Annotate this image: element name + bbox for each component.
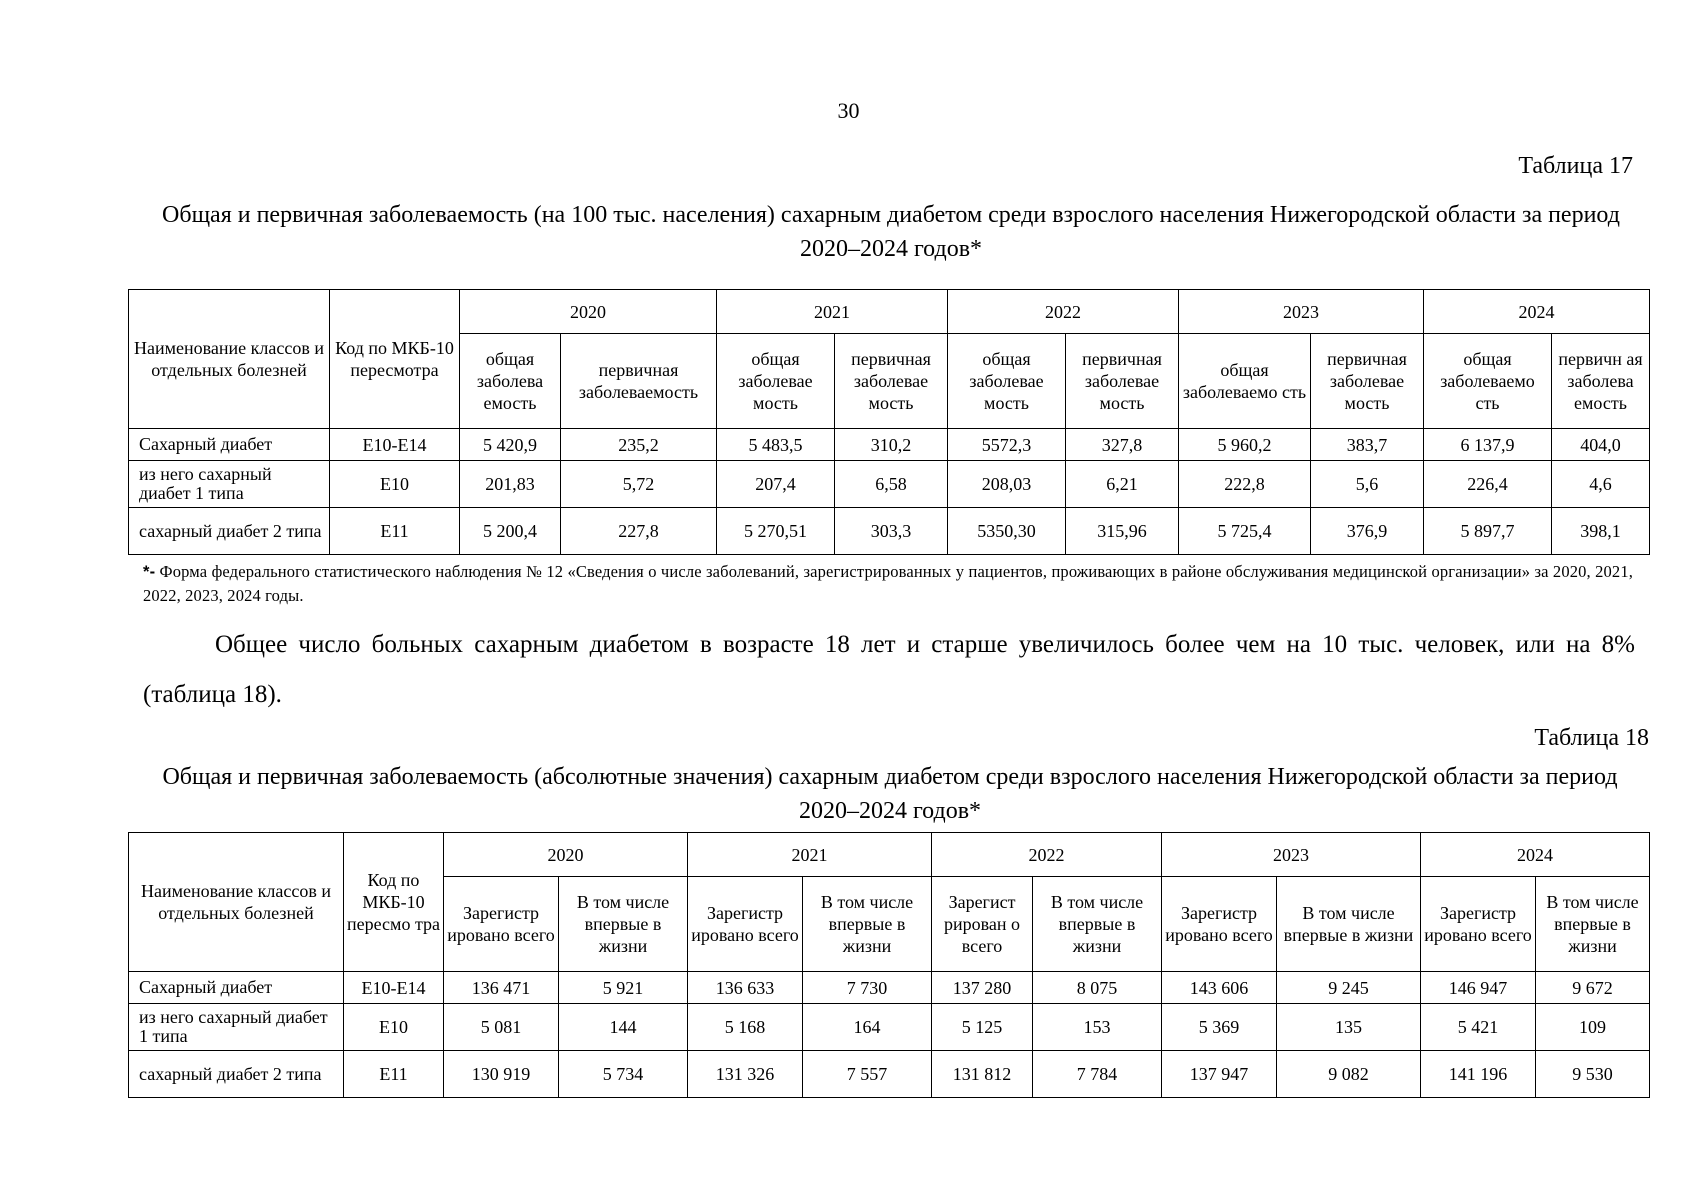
table-cell: 207,4 (717, 461, 835, 508)
table-cell: 315,96 (1066, 508, 1179, 555)
table-cell: 226,4 (1424, 461, 1552, 508)
table-18-sub-header: В том числе впервые в жизни (1033, 877, 1162, 972)
table-cell: 144 (559, 1004, 688, 1051)
table-cell: 6,21 (1066, 461, 1179, 508)
table-18-year-2020: 2020 (444, 833, 688, 877)
table-cell: 9 082 (1277, 1051, 1421, 1098)
row-code: Е10 (330, 461, 460, 508)
table-cell: 5 725,4 (1179, 508, 1311, 555)
table-18-sub-header: Зарегистр ировано всего (1421, 877, 1536, 972)
table-cell: 137 947 (1162, 1051, 1277, 1098)
table-18-label: Таблица 18 (1534, 725, 1649, 751)
table-cell: 398,1 (1552, 508, 1650, 555)
table-cell: 9 672 (1536, 972, 1650, 1004)
table-cell: 5,72 (561, 461, 717, 508)
table-cell: 164 (803, 1004, 932, 1051)
table-18-year-2021: 2021 (688, 833, 932, 877)
table-17-sub-header: общая заболеваемо сть (1179, 334, 1311, 429)
table-18-year-2024: 2024 (1421, 833, 1650, 877)
table-18 (128, 832, 1650, 1098)
table-17-sub-header: первичная заболеваемость (561, 334, 717, 429)
table-17-sub-header: первичная заболевае мость (1066, 334, 1179, 429)
table-18-year-2022: 2022 (932, 833, 1162, 877)
table-cell: 8 075 (1033, 972, 1162, 1004)
table-cell: 5 921 (559, 972, 688, 1004)
table-17-label: Таблица 17 (1518, 153, 1633, 179)
table-cell: 5572,3 (948, 429, 1066, 461)
row-name: Сахарный диабет (129, 429, 330, 461)
table-cell: 376,9 (1311, 508, 1424, 555)
table-cell: 7 730 (803, 972, 932, 1004)
table-17-header-code: Код по МКБ-10 пересмотра (330, 290, 460, 429)
table-cell: 131 326 (688, 1051, 803, 1098)
table-cell: 137 280 (932, 972, 1033, 1004)
row-code: Е10-Е14 (330, 429, 460, 461)
table-cell: 310,2 (835, 429, 948, 461)
table-cell: 130 919 (444, 1051, 559, 1098)
table-18-sub-header: В том числе впервые в жизни (1536, 877, 1650, 972)
table-cell: 201,83 (460, 461, 561, 508)
table-row (129, 508, 1650, 555)
table-cell: 383,7 (1311, 429, 1424, 461)
row-name: из него сахарный диабет 1 типа (129, 1004, 344, 1051)
table-cell: 131 812 (932, 1051, 1033, 1098)
table-cell: 136 633 (688, 972, 803, 1004)
table-cell: 5 421 (1421, 1004, 1536, 1051)
table-17-sub-header: общая заболева емость (460, 334, 561, 429)
row-name: Сахарный диабет (129, 972, 344, 1004)
table-cell: 5 960,2 (1179, 429, 1311, 461)
table-cell: 5 420,9 (460, 429, 561, 461)
table-cell: 136 471 (444, 972, 559, 1004)
table-cell: 235,2 (561, 429, 717, 461)
table-17-year-2023: 2023 (1179, 290, 1424, 334)
table-row (129, 1004, 1650, 1051)
table-17-header-years (129, 290, 1650, 334)
table-17 (128, 289, 1650, 555)
table-row (129, 972, 1650, 1004)
row-name: сахарный диабет 2 типа (129, 1051, 344, 1098)
row-name: сахарный диабет 2 типа (129, 508, 330, 555)
row-code: Е11 (330, 508, 460, 555)
table-cell: 327,8 (1066, 429, 1179, 461)
table-cell: 5 200,4 (460, 508, 561, 555)
table-cell: 6,58 (835, 461, 948, 508)
table-18-year-2023: 2023 (1162, 833, 1421, 877)
table-cell: 222,8 (1179, 461, 1311, 508)
row-code: Е10 (344, 1004, 444, 1051)
table-17-title: Общая и первичная заболеваемость (на 100 тыс. населения) сахарным диабетом среди взрослого населения Нижегородской области за период 2020–2024 годов* (162, 202, 1620, 262)
table-cell: 141 196 (1421, 1051, 1536, 1098)
table-cell: 303,3 (835, 508, 948, 555)
table-18-header-name: Наименование классов и отдельных болезней (129, 833, 344, 972)
table-17-sub-header: общая заболевае мость (948, 334, 1066, 429)
table-row (129, 429, 1650, 461)
table-18-header-years (129, 833, 1650, 877)
table-18-sub-header: Зарегистр ировано всего (688, 877, 803, 972)
table-18-sub-header: Зарегист рирован о всего (932, 877, 1033, 972)
table-cell: 153 (1033, 1004, 1162, 1051)
table-cell: 9 530 (1536, 1051, 1650, 1098)
table-17-sub-header: общая заболевае мость (717, 334, 835, 429)
table-cell: 5 081 (444, 1004, 559, 1051)
table-17-sub-header: первичн ая заболева емость (1552, 334, 1650, 429)
table-18-sub-header: В том числе впервые в жизни (1277, 877, 1421, 972)
table-cell: 5 483,5 (717, 429, 835, 461)
table-row (129, 1051, 1650, 1098)
table-cell: 208,03 (948, 461, 1066, 508)
table-cell: 404,0 (1552, 429, 1650, 461)
table-17-sub-header: первичная заболевае мость (1311, 334, 1424, 429)
table-cell: 7 557 (803, 1051, 932, 1098)
table-cell: 5,6 (1311, 461, 1424, 508)
table-17-sub-header: первичная заболевае мость (835, 334, 948, 429)
table-cell: 5350,30 (948, 508, 1066, 555)
table-cell: 5 168 (688, 1004, 803, 1051)
table-17-year-2024: 2024 (1424, 290, 1650, 334)
body-paragraph (143, 620, 1635, 720)
table-cell: 227,8 (561, 508, 717, 555)
table-cell: 4,6 (1552, 461, 1650, 508)
table-cell: 6 137,9 (1424, 429, 1552, 461)
table-cell: 5 734 (559, 1051, 688, 1098)
table-17-footnote (143, 560, 1633, 608)
footnote-text: Форма федерального статистического наблюдения № 12 «Сведения о числе заболеваний, зарегистрированных у пациентов, проживающих в районе обслуживания медицинской организации» за 2020, 2021, 2022, 2023, 2024 годы. (143, 562, 1633, 605)
table-cell: 9 245 (1277, 972, 1421, 1004)
table-17-header-name: Наименование классов и отдельных болезней (129, 290, 330, 429)
table-cell: 143 606 (1162, 972, 1277, 1004)
table-cell: 135 (1277, 1004, 1421, 1051)
table-cell: 146 947 (1421, 972, 1536, 1004)
page-number: 30 (837, 98, 860, 123)
table-18-sub-header: Зарегистр ировано всего (444, 877, 559, 972)
row-code: Е10-Е14 (344, 972, 444, 1004)
table-18-sub-header: В том числе впервые в жизни (559, 877, 688, 972)
table-17-year-2021: 2021 (717, 290, 948, 334)
table-18-header-code: Код по МКБ-10 пересмо тра (344, 833, 444, 972)
table-cell: 109 (1536, 1004, 1650, 1051)
table-18-sub-header: Зарегистр ировано всего (1162, 877, 1277, 972)
table-17-year-2020: 2020 (460, 290, 717, 334)
table-cell: 7 784 (1033, 1051, 1162, 1098)
footnote-mark: *- (143, 563, 156, 581)
paragraph-text: Общее число больных сахарным диабетом в возрасте 18 лет и старше увеличилось более чем на 10 тыс. человек, или на 8% (таблица 18). (143, 631, 1635, 708)
table-row (129, 461, 1650, 508)
table-18-sub-header: В том числе впервые в жизни (803, 877, 932, 972)
row-code: Е11 (344, 1051, 444, 1098)
table-cell: 5 125 (932, 1004, 1033, 1051)
row-name: из него сахарный диабет 1 типа (129, 461, 330, 508)
table-cell: 5 270,51 (717, 508, 835, 555)
table-cell: 5 369 (1162, 1004, 1277, 1051)
table-cell: 5 897,7 (1424, 508, 1552, 555)
table-18-title: Общая и первичная заболеваемость (абсолютные значения) сахарным диабетом среди взрослого населения Нижегородской области за период 2020–2024 годов* (162, 764, 1618, 824)
table-17-sub-header: общая заболеваемо сть (1424, 334, 1552, 429)
table-17-year-2022: 2022 (948, 290, 1179, 334)
